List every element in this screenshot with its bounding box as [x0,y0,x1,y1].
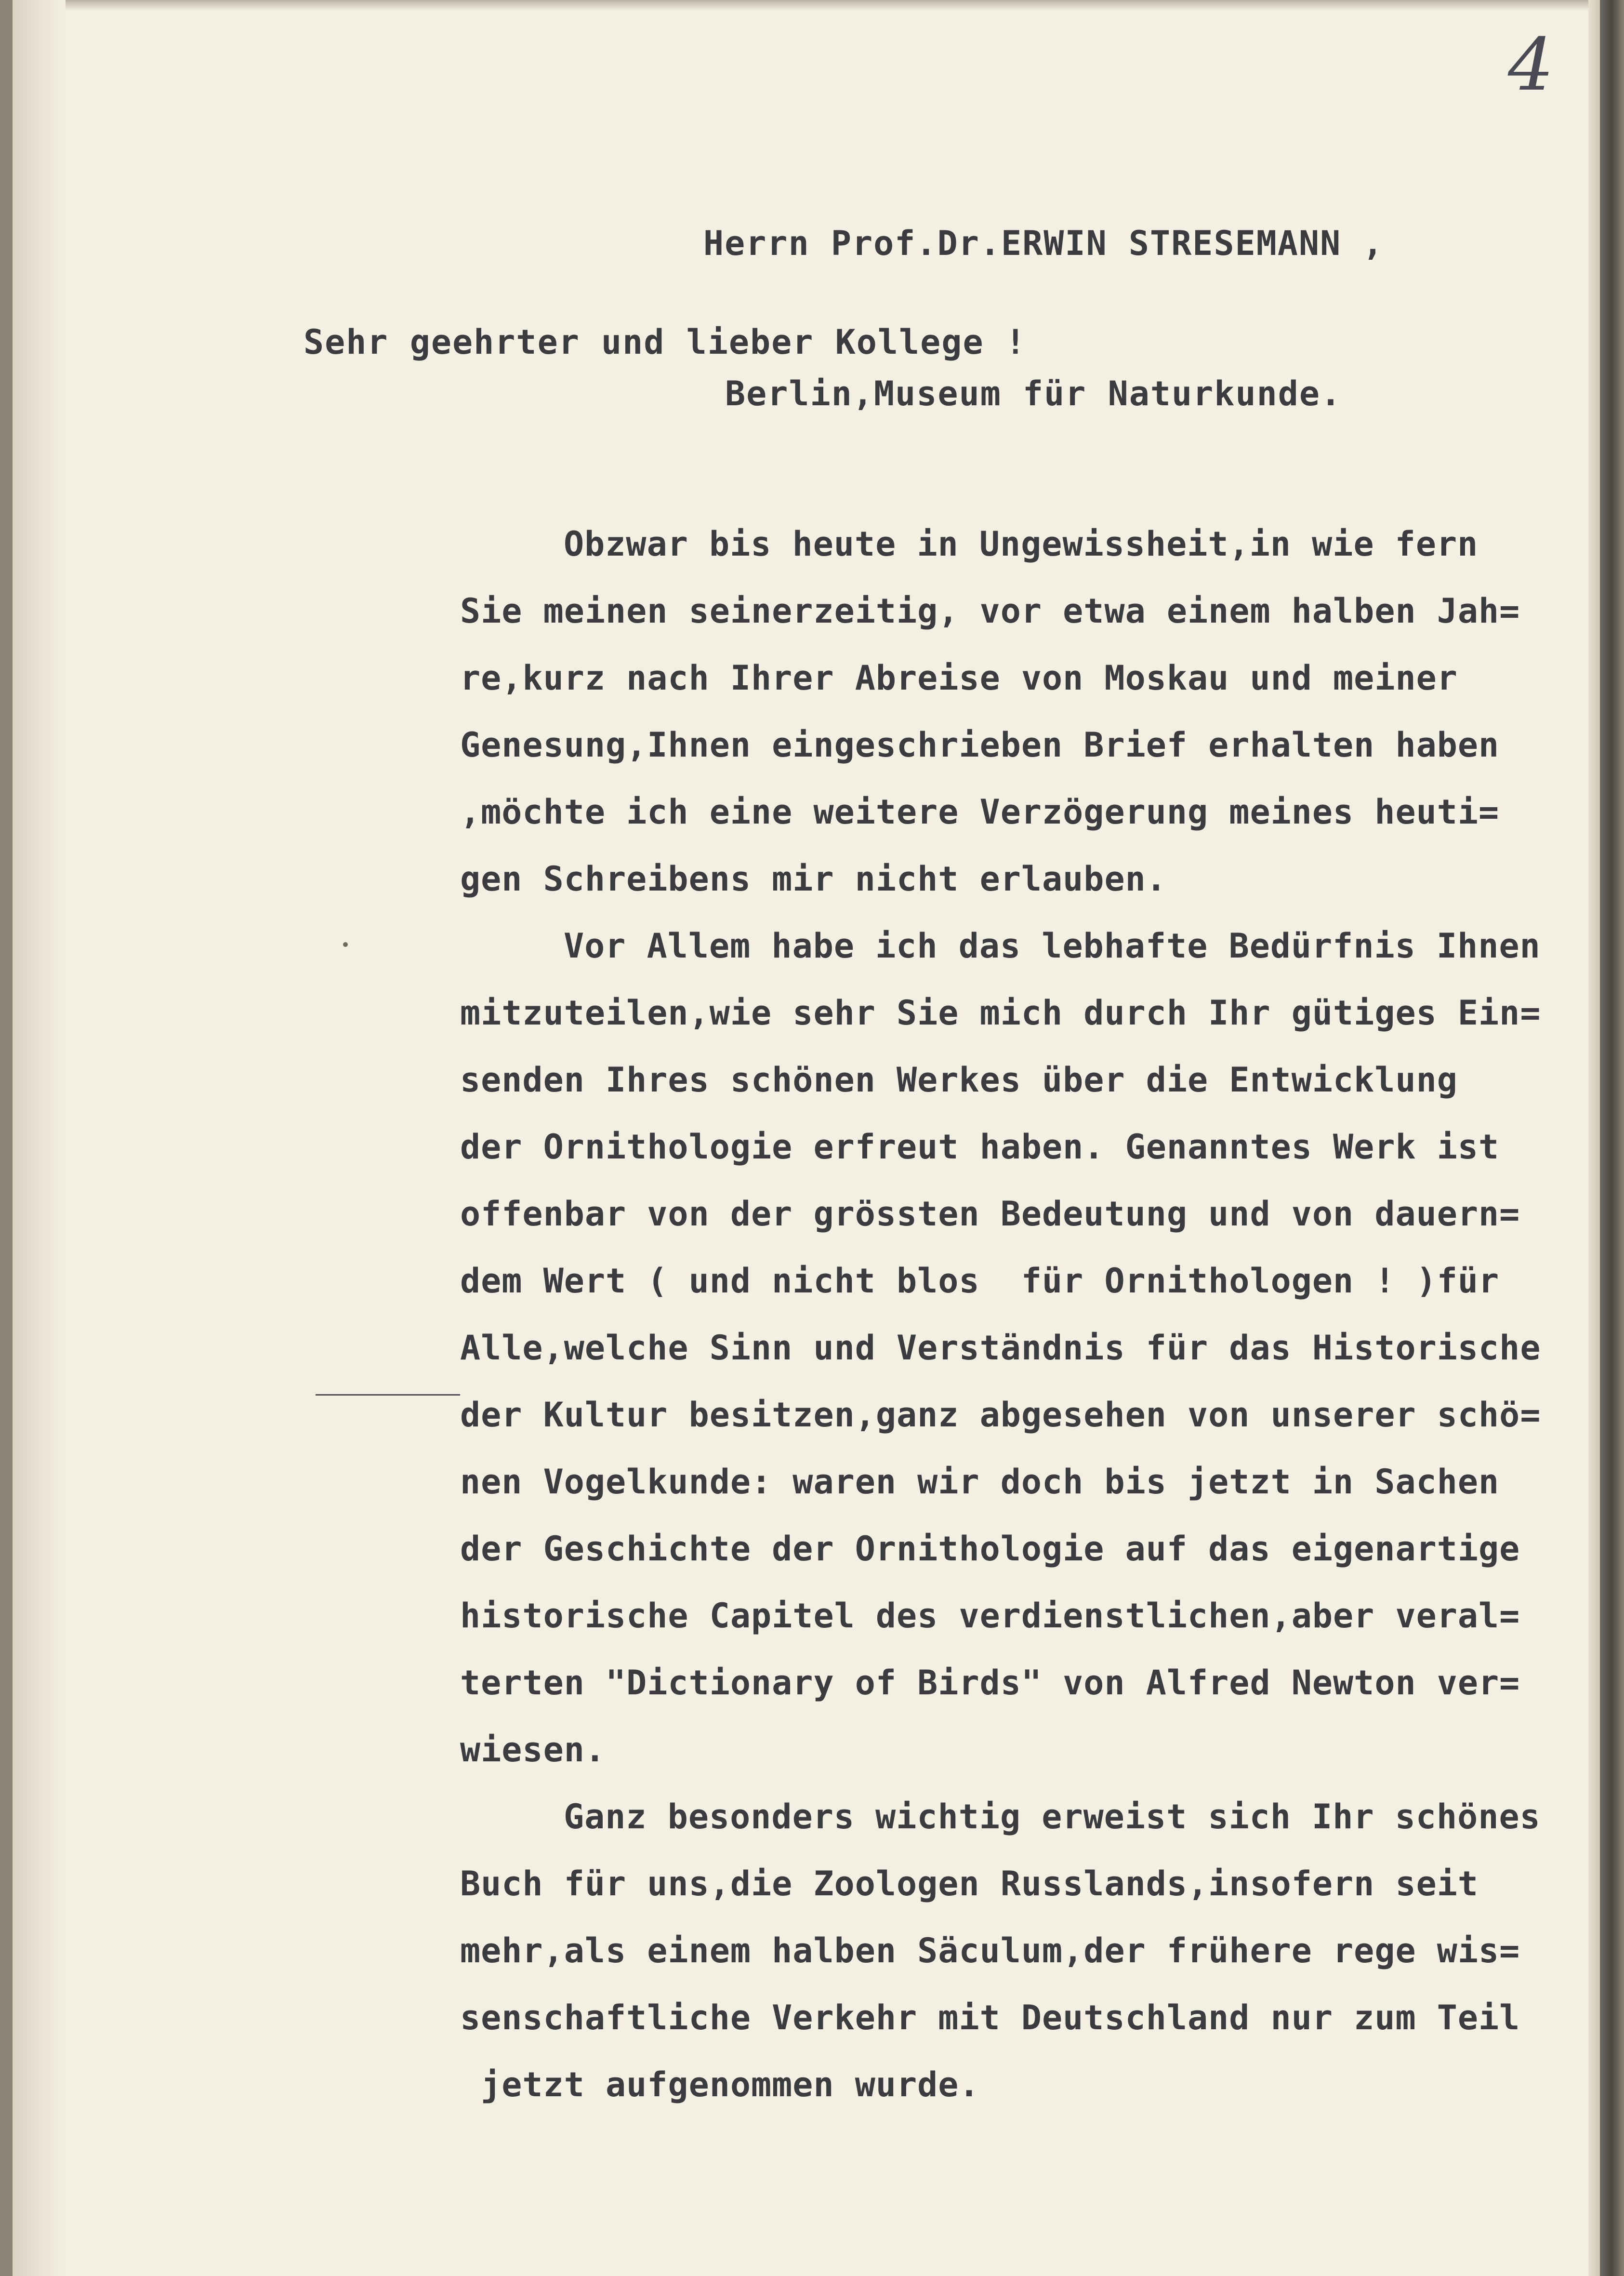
body-line: ,möchte ich eine weitere Verzögerung meines heuti= [460,792,1500,832]
body-line: jetzt aufgenommen wurde. [460,2065,980,2104]
body-line: mitzuteilen,wie sehr Sie mich durch Ihr gütiges Ein= [460,993,1541,1033]
body-line: offenbar von der grössten Bedeutung und von dauern= [460,1194,1520,1234]
body-line: Sie meinen seinerzeitig, vor etwa einem halben Jah= [460,591,1520,631]
body-line: re,kurz nach Ihrer Abreise von Moskau und meiner [460,658,1458,698]
body-line: dem Wert ( und nicht blos für Ornithologen ! )für [460,1261,1500,1301]
scan-right-edge [1600,0,1624,2276]
addressee-location-line: Berlin,Museum für Naturkunde. [725,374,1342,413]
body-line: der Kultur besitzen,ganz abgesehen von unserer schö= [460,1395,1541,1435]
body-line: terten "Dictionary of Birds" von Alfred Newton ver= [460,1663,1520,1703]
body-line: senschaftliche Verkehr mit Deutschland nur zum Teil [460,1998,1520,2037]
paper-speck [343,942,348,947]
letter-body [460,511,1578,2118]
body-line: wiesen. [460,1730,606,1770]
body-line: Vor Allem habe ich das lebhafte Bedürfnis Ihnen [564,926,1541,966]
body-line: senden Ihres schönen Werkes über die Entwicklung [460,1060,1458,1100]
body-line: Obzwar bis heute in Ungewissheit,in wie fern [564,524,1479,564]
body-line: nen Vogelkunde: waren wir doch bis jetzt in Sachen [460,1462,1500,1502]
sheet-right-margin [1588,0,1600,2276]
body-line: der Ornithologie erfreut haben. Genanntes Werk ist [460,1127,1500,1167]
body-line: Ganz besonders wichtig erweist sich Ihr schönes [564,1797,1541,1837]
scan-top-edge [0,0,1624,11]
body-line: Buch für uns,die Zoologen Russlands,insofern seit [460,1864,1479,1903]
body-line: gen Schreibens mir nicht erlauben. [460,859,1167,899]
addressee-name-line: Herrn Prof.Dr.ERWIN STRESEMANN , [703,224,1384,263]
body-line: mehr,als einem halben Säculum,der frühere rege wis= [460,1931,1520,1970]
body-line: Genesung,Ihnen eingeschrieben Brief erhalten haben [460,725,1500,765]
body-line: Alle,welche Sinn und Verständnis für das Historische [460,1328,1541,1368]
folio-number: 4 [1508,23,1554,107]
margin-rule-line [316,1394,460,1396]
binding-gutter [13,0,66,2276]
body-line: der Geschichte der Ornithologie auf das eigenartige [460,1529,1520,1569]
salutation: Sehr geehrter und lieber Kollege ! [304,322,1027,362]
scan-left-edge [0,0,13,2276]
body-line: historische Capitel des verdienstlichen,aber veral= [460,1596,1520,1636]
